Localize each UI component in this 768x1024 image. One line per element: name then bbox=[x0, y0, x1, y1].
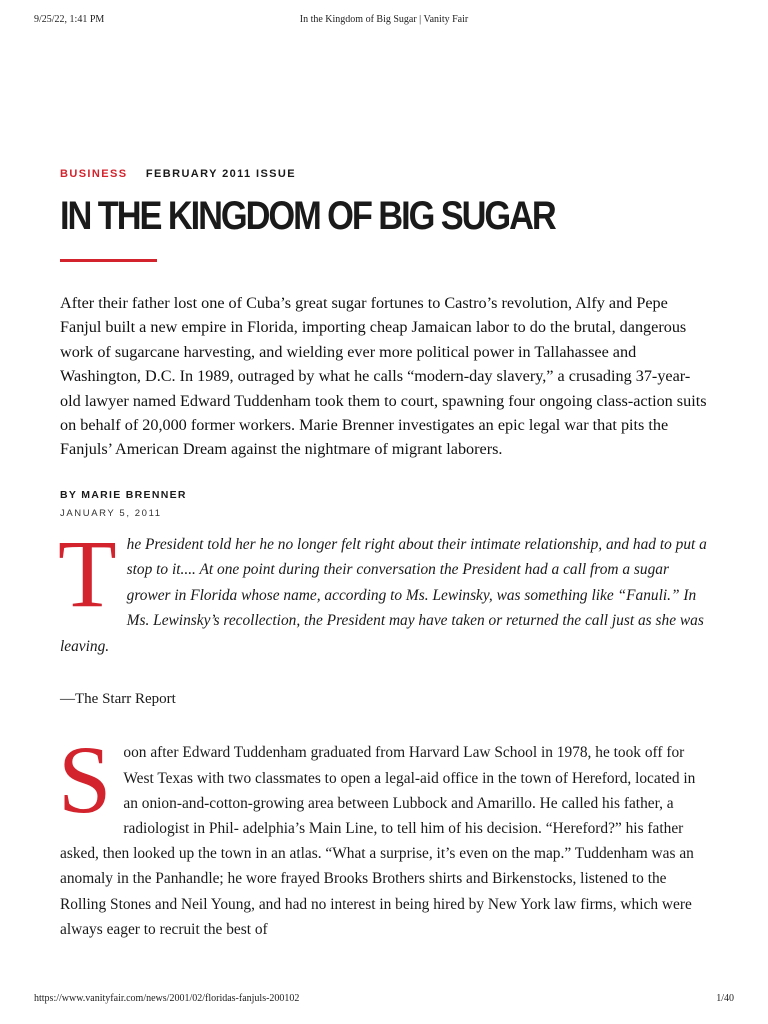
body-dropcap: S bbox=[58, 726, 112, 834]
publish-date: JANUARY 5, 2011 bbox=[60, 507, 162, 519]
issue-link[interactable]: FEBRUARY 2011 ISSUE bbox=[145, 168, 296, 180]
print-page-count: 1/40 bbox=[716, 993, 734, 1004]
byline-author[interactable]: BY MARIE BRENNER bbox=[60, 488, 187, 501]
print-datetime: 9/25/22, 1:41 PM bbox=[34, 14, 105, 25]
print-footer bbox=[34, 993, 734, 1004]
category-link[interactable]: BUSINESS bbox=[60, 168, 128, 180]
print-url: https://www.vanityfair.com/news/2001/02/floridas-fanjuls-200102 bbox=[34, 993, 300, 1004]
epigraph-dropcap: T bbox=[58, 519, 117, 627]
article bbox=[60, 168, 710, 942]
article-body-paragraph bbox=[58, 726, 710, 942]
headline-divider bbox=[60, 259, 157, 262]
epigraph-attribution: —The Starr Report bbox=[60, 691, 176, 708]
print-page-title: In the Kingdom of Big Sugar | Vanity Fair bbox=[299, 14, 469, 25]
epigraph-text: he President told her he no longer felt right about their intimate relationship, and had to put a stop to it.... At one point during their conversation the President had a call from a sugar grower in Florida whose name, according to Ms. Lewinsky, was something like “Fanuli.” In Ms. Lewinsky’s recollection, the President may have taken or returned the call just as she was leaving. bbox=[60, 535, 707, 655]
epigraph bbox=[58, 519, 710, 660]
article-kicker bbox=[60, 168, 710, 180]
article-dek: After their father lost one of Cuba’s great sugar fortunes to Castro’s revolution, Alfy and Pepe Fanjul built a new empire in Florida, importing cheap Jamaican labor to do the brutal, dangerous work of sugarcane harvesting, and wielding ever more political power in Tallahassee and Washington, D.C. In 1989, outraged by what he calls “modern-day slavery,” a crusading 37-year-old lawyer named Edward Tuddenham took them to court, spawning four ongoing class-action suits on behalf of 20,000 former workers. Marie Brenner investigates an epic legal war that pits the Fanjuls’ American Dream against the nightmare of migrant laborers. bbox=[60, 294, 707, 459]
article-headline: IN THE KINGDOM OF BIG SUGAR bbox=[60, 194, 555, 238]
body-text: oon after Edward Tuddenham graduated from Harvard Law School in 1978, he took off for West Texas with two classmates to open a legal-aid office in the town of Hereford, located in an onion-and-cotton-growing area between Lubbock and Amarillo. He called his father, a radiologist in Phil- adelphia’s Main Line, to tell him of his decision. “Hereford?” his father asked, then looked up the town in an atlas. “What a surprise, it’s even on the map.” Tuddenham was an anomaly in the Panhandle; he wore frayed Brooks Brothers shirts and Birkenstocks, listened to the Rolling Stones and Neil Young, and had no interest in being hired by New York law firms, which were always eager to recruit the best of bbox=[60, 744, 696, 938]
